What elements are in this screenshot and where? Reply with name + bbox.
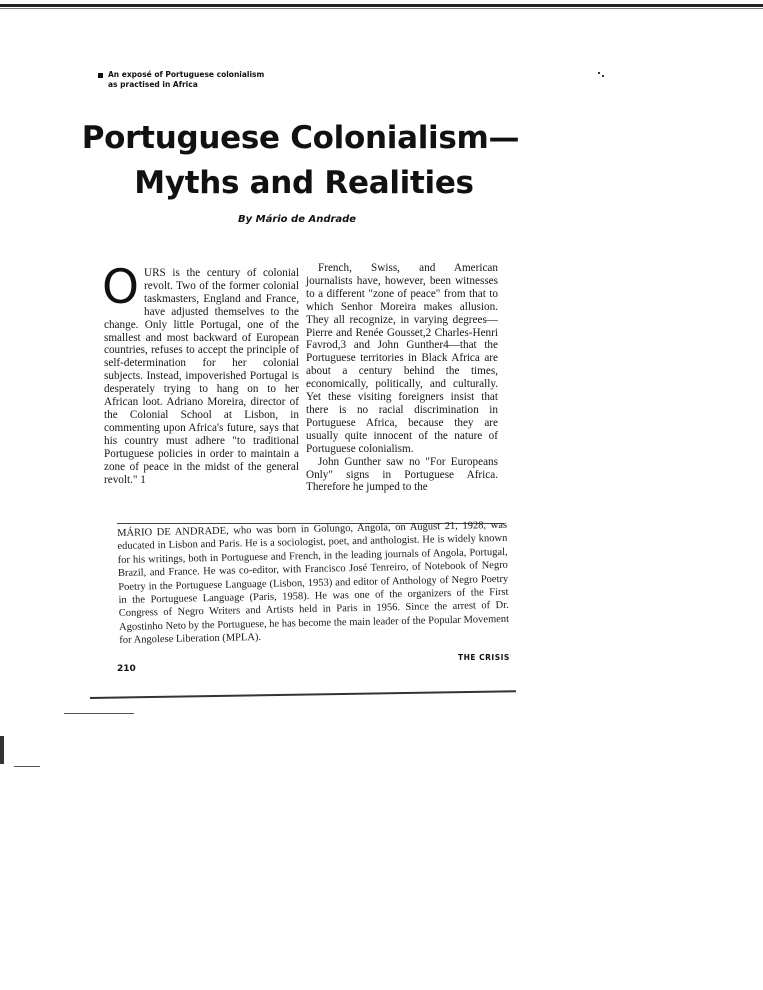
column-2-paragraph-2: John Gunther saw no "For Europeans Only" signs in Portuguese Africa. Therefore he jumped to the — [306, 455, 498, 494]
top-border-rule-thin — [0, 8, 763, 9]
journal-name: THE CRISIS — [458, 653, 510, 662]
article-title — [0, 116, 600, 206]
scan-edge-mark — [0, 736, 4, 764]
top-border-rule — [0, 4, 763, 7]
article-column-1 — [102, 260, 299, 486]
scan-dash-mark — [14, 766, 40, 767]
article-column-2 — [306, 262, 498, 494]
column-2-paragraph-1: French, Swiss, and American journalists have, however, been witnesses to a different "zone of peace" from that to which Senhor Moreira makes allusion. They all recognize, in varying degrees—Pierre and Renée Gousset,2 Charles-Henri Favrod,3 and John Gunther4—that the Portuguese territories in Black Africa are about a century behind the times, economically, politically, and culturally. Yet these visiting foreigners insist that there is no racial discrimination in Portuguese Africa, because they are usually quite innocent of the nature of Portuguese colonialism. — [306, 262, 498, 455]
kicker-line-1: An exposé of Portuguese colonialism — [108, 70, 265, 79]
scan-speck — [598, 72, 604, 76]
kicker — [98, 70, 264, 90]
scan-edge-line — [90, 690, 516, 699]
kicker-line-2: as practised in Africa — [108, 80, 198, 89]
title-line-2: Myths and Realities — [134, 165, 474, 201]
column-1-text: URS is the century of colonial revolt. Two of the former colonial taskmasters, England and France, have adjusted themselves to the change. Only little Portugal, one of the smallest and most backward of European countries, refuses to accept the principle of self-determination for her colonial subjects. Instead, impoverished Portugal is desperately trying to hang on to her African loot. Adriano Moreira, director of the Colonial School at Lisbon, in commenting upon Africa's future, says that his country must adhere "to traditional Portuguese policies in order to maintain a zone of peace in the midst of the general revolt." 1 — [104, 267, 299, 486]
author-bio: MÁRIO DE ANDRADE, who was born in Golungo, Angola, on August 21, 1928, was educated in Lisbon and Paris. He is a sociologist, poet, and anthologist. He is widely known for his writings, both in Portuguese and French, in the leading journals of Angola, Portugal, Brazil, and France. He was co-editor, with Francisco José Tenreiro, of Notebook of Negro Poetry in the Portuguese Language (Lisbon, 1953) and editor of Anthology of Negro Poetry in the Portuguese Language (Paris, 1958). He was one of the organizers of the First Congress of Negro Writers and Artists held in Paris in 1956. Since the arrest of Dr. Agostinho Neto by the Portuguese, he has become the main leader of the Popular Movement for Angolese Liberation (MPLA). — [117, 519, 510, 647]
square-bullet-icon — [98, 73, 103, 78]
drop-cap: O — [102, 260, 139, 315]
byline: By Mário de Andrade — [238, 214, 357, 225]
title-line-1: Portuguese Colonialism— — [81, 120, 520, 156]
page-number: 210 — [117, 664, 136, 674]
scan-edge-line-short — [64, 713, 134, 714]
